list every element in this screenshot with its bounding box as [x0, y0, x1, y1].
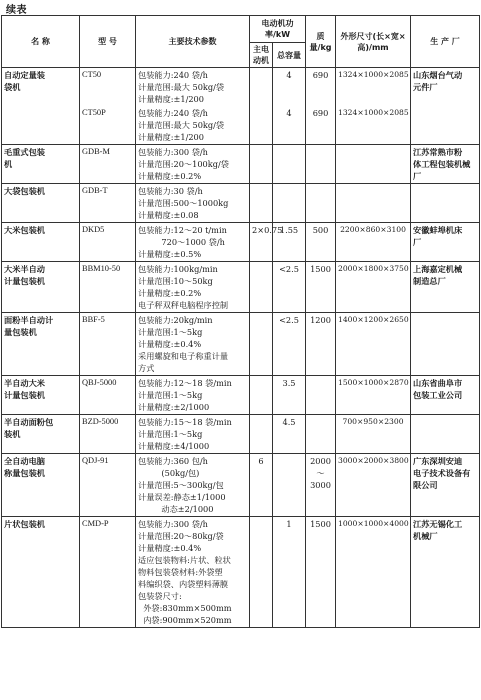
manufacturer-line: 机械厂	[413, 531, 438, 541]
table-row	[2, 223, 480, 262]
equipment-name-line: 自动定量装	[4, 70, 45, 80]
tech-params-line: 计量精度:±1/200	[138, 132, 204, 142]
tech-params	[136, 313, 250, 376]
model-number: CT50	[80, 68, 136, 107]
tech-params-line: 计量范围:10～50kg	[138, 276, 213, 286]
equipment-name-line: 计量包装机	[4, 390, 45, 400]
tech-params-line: 包装能力:100kg/min	[138, 264, 218, 274]
total-power	[273, 145, 306, 184]
equipment-name-line: 半自动面粉包	[4, 417, 54, 427]
tech-params-line: 计量精度:±0.2%	[138, 288, 202, 298]
tech-params	[136, 223, 250, 262]
dimensions: 1400×1200×2650	[336, 313, 411, 376]
table-row	[2, 184, 480, 223]
header-mass: 质量/kg	[306, 16, 336, 68]
mass-value: 690	[306, 106, 336, 145]
tech-params-line: 包装能力:12～20 t/min	[138, 225, 227, 235]
tech-params-line: 包装能力:300 袋/h	[138, 147, 208, 157]
equipment-name	[2, 262, 80, 313]
total-power	[273, 454, 306, 517]
equipment-name-line: 全自动电脑	[4, 456, 45, 466]
manufacturer	[411, 454, 480, 517]
tech-params-line: 包装能力:300 袋/h	[138, 519, 208, 529]
mass-value: 500	[306, 223, 336, 262]
mass-value: 690	[306, 68, 336, 107]
mass-value	[306, 376, 336, 415]
equipment-name-line: 片状包装机	[4, 519, 45, 529]
main-motor-power	[250, 145, 273, 184]
tech-params	[136, 184, 250, 223]
mass-value	[306, 184, 336, 223]
tech-params-line: 计量精度:±0.5%	[138, 249, 202, 259]
main-motor-power	[250, 262, 273, 313]
table-row	[2, 376, 480, 415]
manufacturer-line: 安徽蚌埠机床	[413, 225, 463, 235]
manufacturer-line: 制造总厂	[413, 276, 446, 286]
equipment-name	[2, 106, 80, 145]
table-row	[2, 454, 480, 517]
tech-params-line: 料编织袋、内袋塑料薄膜	[138, 579, 229, 589]
equipment-name-line: 装机	[4, 429, 21, 439]
equipment-name-line: 大米包装机	[4, 225, 45, 235]
header-power-group: 电动机功率/kW	[250, 16, 306, 43]
tech-params	[136, 68, 250, 107]
model-number: BBM10-50	[80, 262, 136, 313]
dimensions: 700×950×2300	[336, 415, 411, 454]
continued-label: 续表	[6, 5, 27, 16]
manufacturer-line: 山东烟台气动	[413, 70, 463, 80]
total-power: 4	[273, 106, 306, 145]
tech-params-line: 计量精度:±4/1000	[138, 441, 210, 451]
tech-params-line: 包装能力:360 包/h	[138, 456, 208, 466]
manufacturer	[411, 262, 480, 313]
manufacturer	[411, 223, 480, 262]
equipment-name	[2, 313, 80, 376]
main-motor-power: 6	[250, 454, 273, 517]
tech-params-line: 计量范围:20～80kg/袋	[138, 531, 224, 541]
manufacturer-line: 体工程包装机械	[413, 159, 471, 169]
mass-value: 1500	[306, 517, 336, 628]
dimensions: 1000×1000×4000	[336, 517, 411, 628]
tech-params-line: 计量范围:最大 50kg/袋	[138, 82, 225, 92]
model-number: BBF-5	[80, 313, 136, 376]
dimensions	[336, 145, 411, 184]
model-number: DKD5	[80, 223, 136, 262]
dimensions: 2000×1800×3750	[336, 262, 411, 313]
manufacturer	[411, 415, 480, 454]
manufacturer-line: 江苏无锡化工	[413, 519, 463, 529]
tech-params-line: 计量范围:20～100kg/袋	[138, 159, 229, 169]
header-total-power: 总容量	[273, 43, 306, 68]
header-maker: 生 产 厂	[411, 16, 480, 68]
tech-params-line: 外袋:830mm×500mm	[138, 603, 232, 613]
manufacturer-line: 元件厂	[413, 82, 438, 92]
header-model: 型 号	[80, 16, 136, 68]
tech-params-line: 计量范围:1～5kg	[138, 327, 203, 337]
tech-params-line: 计量精度:±1/200	[138, 94, 204, 104]
tech-params-line: 内袋:900mm×520mm	[138, 615, 232, 625]
manufacturer-line: 厂	[413, 171, 422, 181]
table-row	[2, 313, 480, 376]
tech-params-line: 包装能力:20kg/min	[138, 315, 213, 325]
tech-params-line: 方式	[138, 363, 155, 373]
equipment-name-line: 袋机	[4, 82, 21, 92]
tech-params-line: 计量范围:1～5kg	[138, 429, 203, 439]
tech-params-line: 计量精度:±0.4%	[138, 339, 202, 349]
table-row	[2, 68, 480, 107]
tech-params-line: (50kg/包)	[138, 468, 200, 478]
tech-params	[136, 262, 250, 313]
manufacturer-line: 广东深圳安迪	[413, 456, 463, 466]
tech-params-line: 包装能力:30 袋/h	[138, 186, 203, 196]
main-motor-power: 2×0.75	[250, 223, 273, 262]
main-motor-power	[250, 106, 273, 145]
tech-params-line: 计量误差:静态±1/1000	[138, 492, 226, 502]
model-number: BZD-5000	[80, 415, 136, 454]
total-power	[273, 184, 306, 223]
manufacturer	[411, 517, 480, 628]
equipment-name	[2, 68, 80, 107]
total-power: 1.55	[273, 223, 306, 262]
equipment-name-line: 大米半自动	[4, 264, 45, 274]
manufacturer	[411, 106, 480, 145]
dimensions: 1324×1000×2085	[336, 68, 411, 107]
tech-params	[136, 106, 250, 145]
total-power: <2.5	[273, 313, 306, 376]
mass-value: 1200	[306, 313, 336, 376]
equipment-name	[2, 454, 80, 517]
header-main-motor: 主电动机	[250, 43, 273, 68]
manufacturer-line: 限公司	[413, 480, 438, 490]
tech-params-line: 包装袋尺寸:	[138, 591, 182, 601]
tech-params-line: 包装能力:15～18 袋/min	[138, 417, 232, 427]
table-row	[2, 517, 480, 628]
tech-params-line: 计量范围:500～1000kg	[138, 198, 229, 208]
table-row	[2, 415, 480, 454]
equipment-spec-table	[1, 15, 480, 628]
header-dims: 外形尺寸(长×宽×高)/mm	[336, 16, 411, 68]
equipment-name-line: 毛重式包装	[4, 147, 45, 157]
equipment-name	[2, 145, 80, 184]
dimensions: 1324×1000×2085	[336, 106, 411, 145]
tech-params-line: 计量范围:最大 50kg/袋	[138, 120, 225, 130]
tech-params-line: 计量精度:±0.2%	[138, 171, 202, 181]
tech-params-line: 计量范围:5～300kg/包	[138, 480, 224, 490]
dimensions	[336, 184, 411, 223]
tech-params-line: 动态±2/1000	[138, 504, 214, 514]
total-power: 4	[273, 68, 306, 107]
tech-params-line: 包装能力:240 袋/h	[138, 108, 208, 118]
equipment-name	[2, 223, 80, 262]
total-power: 4.5	[273, 415, 306, 454]
manufacturer	[411, 184, 480, 223]
dimensions: 1500×1000×2870	[336, 376, 411, 415]
manufacturer-line: 上海嘉定机械	[413, 264, 463, 274]
main-motor-power	[250, 313, 273, 376]
model-number: CT50P	[80, 106, 136, 145]
mass-value: 2000～3000	[306, 454, 336, 517]
dimensions: 2200×860×3100	[336, 223, 411, 262]
main-motor-power	[250, 68, 273, 107]
tech-params-line: 适应包装物料:片状、粒状	[138, 555, 231, 565]
dimensions: 3000×2000×3800	[336, 454, 411, 517]
table-row	[2, 145, 480, 184]
equipment-name-line: 大袋包装机	[4, 186, 45, 196]
main-motor-power	[250, 376, 273, 415]
tech-params-line: 计量精度:±2/1000	[138, 402, 210, 412]
equipment-name-line: 面粉半自动计	[4, 315, 54, 325]
equipment-name	[2, 517, 80, 628]
model-number: CMD-P	[80, 517, 136, 628]
main-motor-power	[250, 517, 273, 628]
equipment-name	[2, 184, 80, 223]
equipment-name-line: 称量包装机	[4, 468, 45, 478]
tech-params	[136, 517, 250, 628]
tech-params	[136, 415, 250, 454]
model-number: GDB-T	[80, 184, 136, 223]
equipment-name-line: 量包装机	[4, 327, 37, 337]
mass-value	[306, 415, 336, 454]
model-number: QBJ-5000	[80, 376, 136, 415]
manufacturer-line: 包装工业公司	[413, 390, 463, 400]
main-motor-power	[250, 184, 273, 223]
manufacturer	[411, 313, 480, 376]
total-power: 1	[273, 517, 306, 628]
table-row	[2, 106, 480, 145]
tech-params-line: 采用螺旋和电子称重计量	[138, 351, 229, 361]
tech-params-line: 电子秤双秤电脑程序控制	[138, 300, 229, 310]
equipment-name	[2, 376, 80, 415]
tech-params-line: 计量精度:±0.08	[138, 210, 199, 220]
tech-params	[136, 454, 250, 517]
tech-params-line: 计量精度:±0.4%	[138, 543, 202, 553]
mass-value: 1500	[306, 262, 336, 313]
equipment-name-line: 半自动大米	[4, 378, 45, 388]
header-name: 名 称	[2, 16, 80, 68]
tech-params	[136, 145, 250, 184]
tech-params-line: 物料包装袋材料:外袋塑	[138, 567, 223, 577]
manufacturer-line: 厂	[413, 237, 422, 247]
tech-params-line: 计量范围:1～5kg	[138, 390, 203, 400]
table-row	[2, 262, 480, 313]
tech-params-line: 720～1000 袋/h	[138, 237, 225, 247]
total-power: <2.5	[273, 262, 306, 313]
manufacturer	[411, 68, 480, 107]
manufacturer-line: 电子技术设备有	[413, 468, 471, 478]
manufacturer	[411, 376, 480, 415]
tech-params-line: 包装能力:240 袋/h	[138, 70, 208, 80]
tech-params-line: 包装能力:12～18 袋/min	[138, 378, 232, 388]
equipment-name-line: 计量包装机	[4, 276, 45, 286]
header-params: 主要技术参数	[136, 16, 250, 68]
total-power: 3.5	[273, 376, 306, 415]
manufacturer	[411, 145, 480, 184]
model-number: GDB-M	[80, 145, 136, 184]
model-number: QDJ-91	[80, 454, 136, 517]
main-motor-power	[250, 415, 273, 454]
tech-params	[136, 376, 250, 415]
manufacturer-line: 江苏常熟市粉	[413, 147, 463, 157]
equipment-name-line: 机	[4, 159, 13, 169]
equipment-name	[2, 415, 80, 454]
manufacturer-line: 山东省曲阜市	[413, 378, 463, 388]
mass-value	[306, 145, 336, 184]
